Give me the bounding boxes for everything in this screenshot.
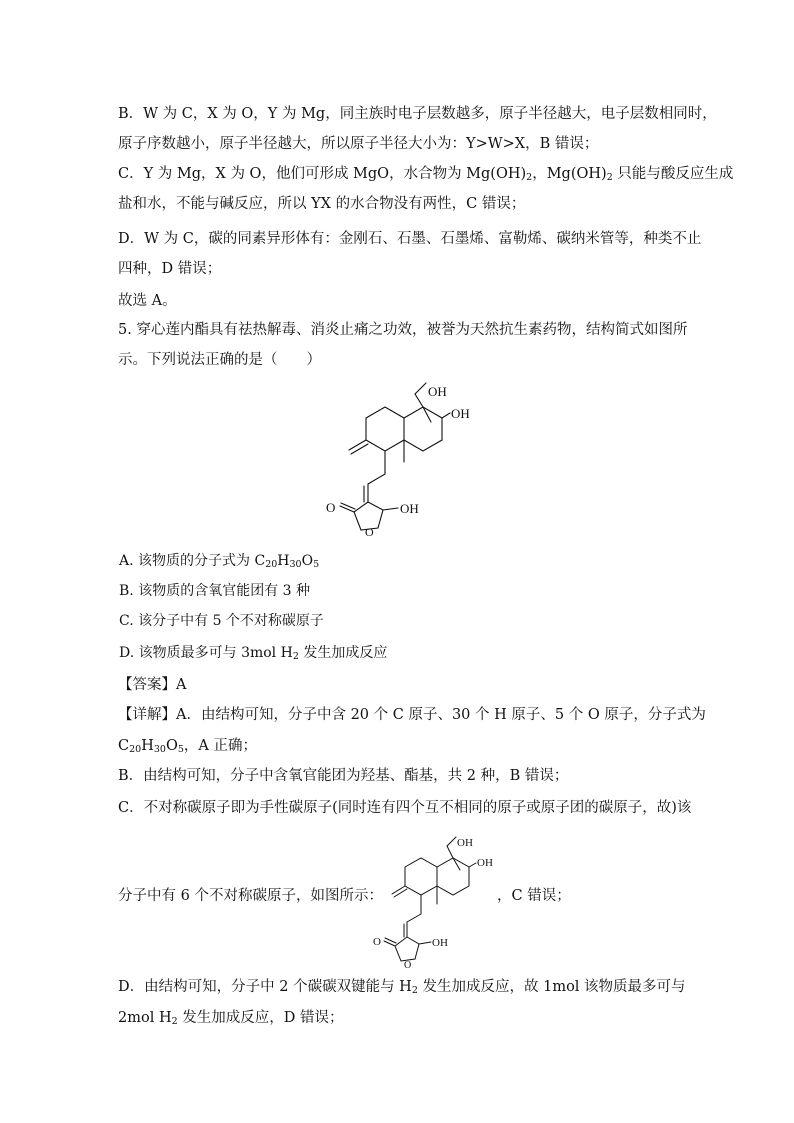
chiral-carbon-structure (365, 830, 495, 974)
label-o-carbonyl: O (326, 500, 336, 515)
question-stem-line2: 示。下列说法正确的是（ ） (118, 352, 321, 368)
option-a: A. 该物质的分子式为 $C_{20}H_{30}O_5$ (119, 553, 320, 570)
explanation-c-line2: 盐和水，不能与碱反应，所以 YX 的水合物没有两性，C 错误； (118, 196, 526, 212)
explain-a-line2: $C_{20}H_{30}O_5$，A 正确； (118, 738, 257, 755)
label-oh-top: OH (428, 384, 447, 399)
explain-c-line1: C．不对称碳原子即为手性碳原子(同时连有四个互不相同的原子或原子团的碳原子，故)该 (118, 800, 692, 816)
option-c: C. 该分子中有 5 个不对称碳原子 (119, 613, 324, 629)
small-label-o-carbonyl: O (373, 936, 381, 948)
small-label-oh-right: OH (477, 857, 493, 869)
question-stem-line1: 5. 穿心莲内酯具有祛热解毒、消炎止痛之功效，被誉为天然抗生素药物，结构简式如图所 (118, 322, 688, 338)
explain-d-line1: D．由结构可知，分子中 2 个碳碳双键能与 $H_2$ 发生加成反应，故 1mol 该物质最多可与 (118, 979, 686, 996)
explain-a-line1: 【详解】A．由结构可知，分子中含 20 个 C 原子、30 个 H 原子、5 个 O 原子，分子式为 (118, 707, 706, 723)
small-label-oh-ring: OH (432, 937, 448, 949)
small-label-o-ring: O (404, 960, 412, 971)
explanation-c-line1: C．Y 为 Mg，X 为 O，他们可形成 MgO，水合物为 $Mg(OH)_2$，$Mg(OH)_2$ 只能与酸反应生成 (118, 166, 734, 183)
explain-c-line2-end: ，C 错误； (497, 888, 571, 904)
explanation-b-line2: 原子序数越小，原子半径越大，所以原子半径大小为：Y>W>X，B 错误； (118, 136, 599, 152)
label-oh-ring: OH (400, 501, 419, 516)
explanation-d-line2: 四种，D 错误； (118, 261, 222, 277)
explanation-d-line1: D．W 为 C，碳的同素异形体有：金刚石、石墨、石墨烯、富勒烯、碳纳米管等，种类不止 (118, 231, 702, 247)
explanation-b-line1: B．W 为 C，X 为 O，Y 为 Mg，同主族时电子层数越多，原子半径越大，电子层数相同时， (118, 106, 717, 122)
answer-label: 【答案】A (118, 677, 187, 693)
option-b: B. 该物质的含氧官能团有 3 种 (119, 583, 310, 599)
explain-b: B．由结构可知，分子中含氧官能团为羟基、酯基，共 2 种，B 错误； (118, 768, 569, 784)
label-o-ring: O (365, 525, 374, 539)
choose-answer: 故选 A。 (118, 293, 177, 309)
small-label-oh-top: OH (457, 837, 473, 849)
label-oh-right: OH (451, 406, 470, 421)
explain-c-line2: 分子中有 6 个不对称碳原子，如图所示： (118, 888, 383, 904)
explain-d-line2: 2mol $H_2$ 发生加成反应，D 错误； (118, 1010, 344, 1027)
andrographolide-structure (318, 378, 488, 540)
option-d: D. 该物质最多可与 3mol $H_2$ 发生加成反应 (119, 645, 388, 662)
